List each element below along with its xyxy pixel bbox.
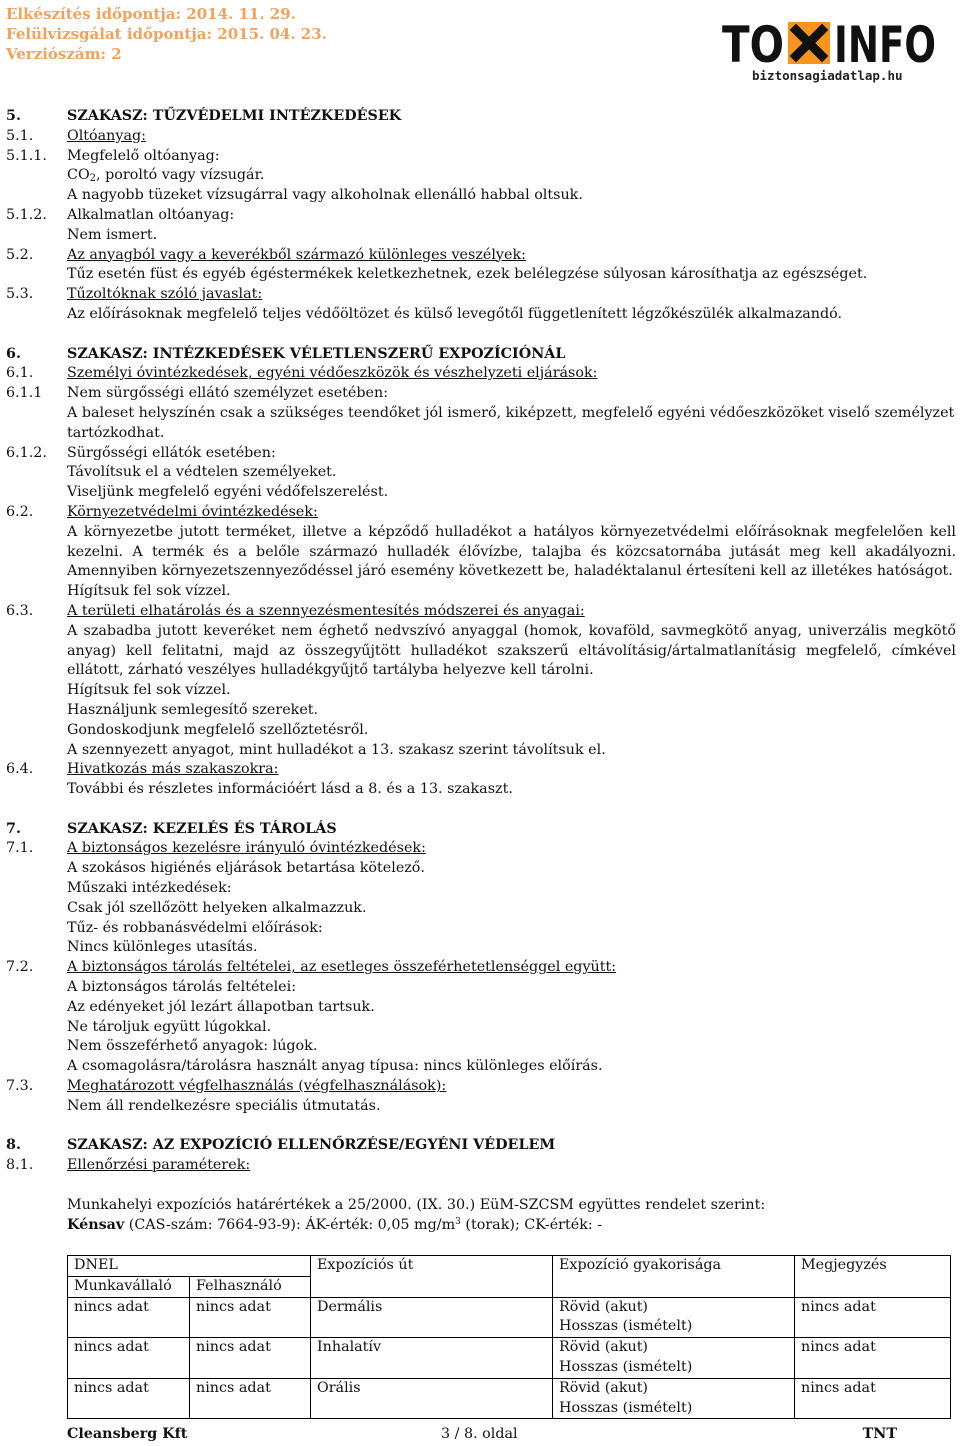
footer-company: Cleansberg Kft [67, 1426, 188, 1442]
text-line: Nem összeférhető anyagok: lúgok. [67, 1038, 318, 1055]
section-6-heading: 6. SZAKASZ: INTÉZKEDÉSEK VÉLETLENSZERŰ EXPOZÍCIÓNÁL [6, 345, 566, 362]
cell-user: nincs adat [190, 1338, 311, 1379]
table-row [68, 1297, 951, 1338]
text-line: Nem áll rendelkezésre speciális útmutatás. [67, 1097, 381, 1114]
cell-route: Orális [311, 1378, 553, 1419]
dnel-table [67, 1255, 951, 1419]
subsection-5-1-1: 5.1.1. Megfelelő oltóanyag: [6, 147, 220, 164]
subsection-6-1-1: 6.1.1 Nem sürgősségi ellátó személyzet esetében: [6, 385, 389, 402]
footer-code: TNT [862, 1426, 897, 1442]
header-dnel: DNEL [68, 1256, 311, 1277]
text-paragraph: A baleset helyszínén csak a szükséges teendőket jól ismerő, kiképzett, megfelelő egyéni védőeszközöket viselő személyzet tartózkodhat. [67, 404, 955, 441]
subsection-6-3: 6.3. A területi elhatárolás és a szennyezésmentesítés módszerei és anyagai: [6, 602, 585, 619]
table-row [68, 1338, 951, 1379]
table-row [68, 1378, 951, 1419]
text-line: További és részletes információért lásd a 8. és a 13. szakaszt. [67, 781, 513, 798]
text-line: Hígítsuk fel sok vízzel. [67, 583, 231, 600]
version-number: Verziószám: 2 [6, 45, 122, 63]
footer-page-number: 3 / 8. oldal [441, 1426, 518, 1442]
header-note: Megjegyzés [795, 1256, 951, 1298]
cell-frequency: Rövid (akut) Hosszas (ismételt) [553, 1338, 795, 1379]
sds-body [6, 107, 956, 1235]
header-frequency: Expozíció gyakorisága [553, 1256, 795, 1298]
text-line: Gondoskodjunk megfelelő szellőztetésről. [67, 721, 369, 738]
text-line: Ne tároljuk együtt lúgokkal. [67, 1018, 272, 1035]
text-line: Az edényeket jól lezárt állapotban tartsuk. [67, 998, 375, 1015]
subsection-5-3: 5.3. Tűzoltóknak szóló javaslat: [6, 286, 263, 303]
subsection-7-3: 7.3. Meghatározott végfelhasználás (végfelhasználások): [6, 1078, 447, 1095]
header-route: Expozíciós út [311, 1256, 553, 1298]
subsection-5-2: 5.2. Az anyagból vagy a keverékből származó különleges veszélyek: [6, 246, 526, 263]
table-header-row [68, 1256, 951, 1277]
text-paragraph: A szabadba jutott keveréket nem éghető nedvszívó anyaggal (homok, kovaföld, savmegkötő anyag, univerzális megkötő anyag) kell felitatni, majd az összegyűjtött hulladékot szakszerű eltávolításig/ártalmatlanításig megfelelő, címkével ellátott, zárható veszélyes hulladékgyűjtő tartályba helyezve kell tárolni. [67, 622, 956, 679]
text-line: Az előírásoknak megfelelő teljes védőöltözet és külső levegőtől függetlenített légzőkészülék alkalmazandó. [67, 305, 843, 322]
text-line: Munkahelyi expozíciós határértékek a 25/2000. (IX. 30.) EüM-SZCSM együttes rendelet szerint: [67, 1196, 766, 1213]
text-line: Nincs különleges utasítás. [67, 939, 258, 956]
subsection-5-1: 5.1. Oltóanyag: [6, 127, 146, 144]
text-line: A szennyezett anyagot, mint hulladékot a 13. szakasz szerint távolítsuk el. [67, 741, 606, 758]
section-5-heading: 5. SZAKASZ: TŰZVÉDELMI INTÉZKEDÉSEK [6, 108, 402, 124]
text-line: Nem ismert. [67, 226, 158, 243]
creation-date: Elkészítés időpontja: 2014. 11. 29. [6, 5, 296, 23]
subsection-6-1-2: 6.1.2. Sürgősségi ellátók esetében: [6, 444, 276, 461]
logo-x-icon [788, 22, 830, 64]
subsection-6-4: 6.4. Hivatkozás más szakaszokra: [6, 761, 279, 778]
cell-route: Dermális [311, 1297, 553, 1338]
text-line: Tűz esetén füst és egyéb égéstermékek keletkezhetnek, ezek belélegzése súlyosan károsíthatja az egészséget. [67, 266, 868, 283]
exposure-limit-line: Kénsav (CAS-szám: 7664-93-9): ÁK-érték: 0,05 $mg/m^3$ (torak); CK-érték: - [67, 1216, 603, 1233]
text-line: Használjunk semlegesítő szereket. [67, 701, 319, 718]
page-header [0, 0, 960, 96]
logo-text-left: TO [722, 16, 784, 74]
cell-note: nincs adat [795, 1338, 951, 1379]
section-7-heading: 7. SZAKASZ: KEZELÉS ÉS TÁROLÁS [6, 820, 337, 837]
cell-note: nincs adat [795, 1378, 951, 1419]
revision-date: Felülvizsgálat időpontja: 2015. 04. 23. [6, 25, 327, 43]
text-line: Tűz- és robbanásvédelmi előírások: [67, 919, 323, 936]
logo-url: biztonsagiadatlap.hu [752, 68, 903, 83]
section-8-heading: 8. SZAKASZ: AZ EXPOZÍCIÓ ELLENŐRZÉSE/EGYÉNI VÉDELEM [6, 1137, 556, 1154]
subsection-8-1: 8.1. Ellenőrzési paraméterek: [6, 1157, 251, 1174]
text-line: A csomagolásra/tárolásra használt anyag típusa: nincs különleges előírás. [67, 1058, 603, 1075]
cell-frequency: Rövid (akut) Hosszas (ismételt) [553, 1378, 795, 1419]
cell-worker: nincs adat [68, 1338, 190, 1379]
cell-worker: nincs adat [68, 1297, 190, 1338]
subsection-7-2: 7.2. A biztonságos tárolás feltételei, az esetleges összeférhetetlenséggel együtt: [6, 959, 617, 976]
text-line: $CO_2$, poroltó vagy vízsugár. [67, 167, 265, 185]
text-line: A szokásos higiénés eljárások betartása kötelező. [67, 860, 425, 877]
text-line: Műszaki intézkedések: [67, 880, 232, 897]
subsection-5-1-2: 5.1.2. Alkalmatlan oltóanyag: [6, 206, 235, 223]
cell-frequency: Rövid (akut) Hosszas (ismételt) [553, 1297, 795, 1338]
text-line: A biztonságos tárolás feltételei: [67, 979, 297, 996]
logo-text-right: INFO [834, 16, 936, 74]
text-line: Hígítsuk fel sok vízzel. [67, 682, 231, 699]
cell-route: Inhalatív [311, 1338, 553, 1379]
subsection-6-2: 6.2. Környezetvédelmi óvintézkedések: [6, 503, 318, 520]
cell-note: nincs adat [795, 1297, 951, 1338]
text-line: A nagyobb tüzeket vízsugárral vagy alkoholnak ellenálló habbal oltsuk. [67, 187, 583, 204]
cell-user: nincs adat [190, 1378, 311, 1419]
cell-worker: nincs adat [68, 1378, 190, 1419]
text-line: Viseljünk megfelelő egyéni védőfelszerelést. [67, 484, 389, 501]
header-user: Felhasználó [190, 1276, 311, 1297]
cell-user: nincs adat [190, 1297, 311, 1338]
text-paragraph: A környezetbe jutott terméket, illetve a képződő hulladékot a hatályos környezetvédelmi előírásoknak megfelelően kell kezelni. A termék és a belőle származó hulladék élővízbe, talajba és közcsatornába jutását meg kell akadályozni. Amennyiben környezetszennyeződéssel járó esemény következett be, haladéktalanul értesíteni kell az illetékes hatóságot. [67, 523, 956, 580]
subsection-6-1: 6.1. Személyi óvintézkedések, egyéni védőeszközök és vészhelyzeti eljárások: [6, 365, 598, 382]
header-worker: Munkavállaló [68, 1276, 190, 1297]
subsection-7-1: 7.1. A biztonságos kezelésre irányuló óvintézkedések: [6, 840, 426, 857]
text-line: Csak jól szellőzött helyeken alkalmazzuk. [67, 899, 367, 916]
toxinfo-logo [722, 14, 942, 74]
text-line: Távolítsuk el a védtelen személyeket. [67, 464, 337, 481]
